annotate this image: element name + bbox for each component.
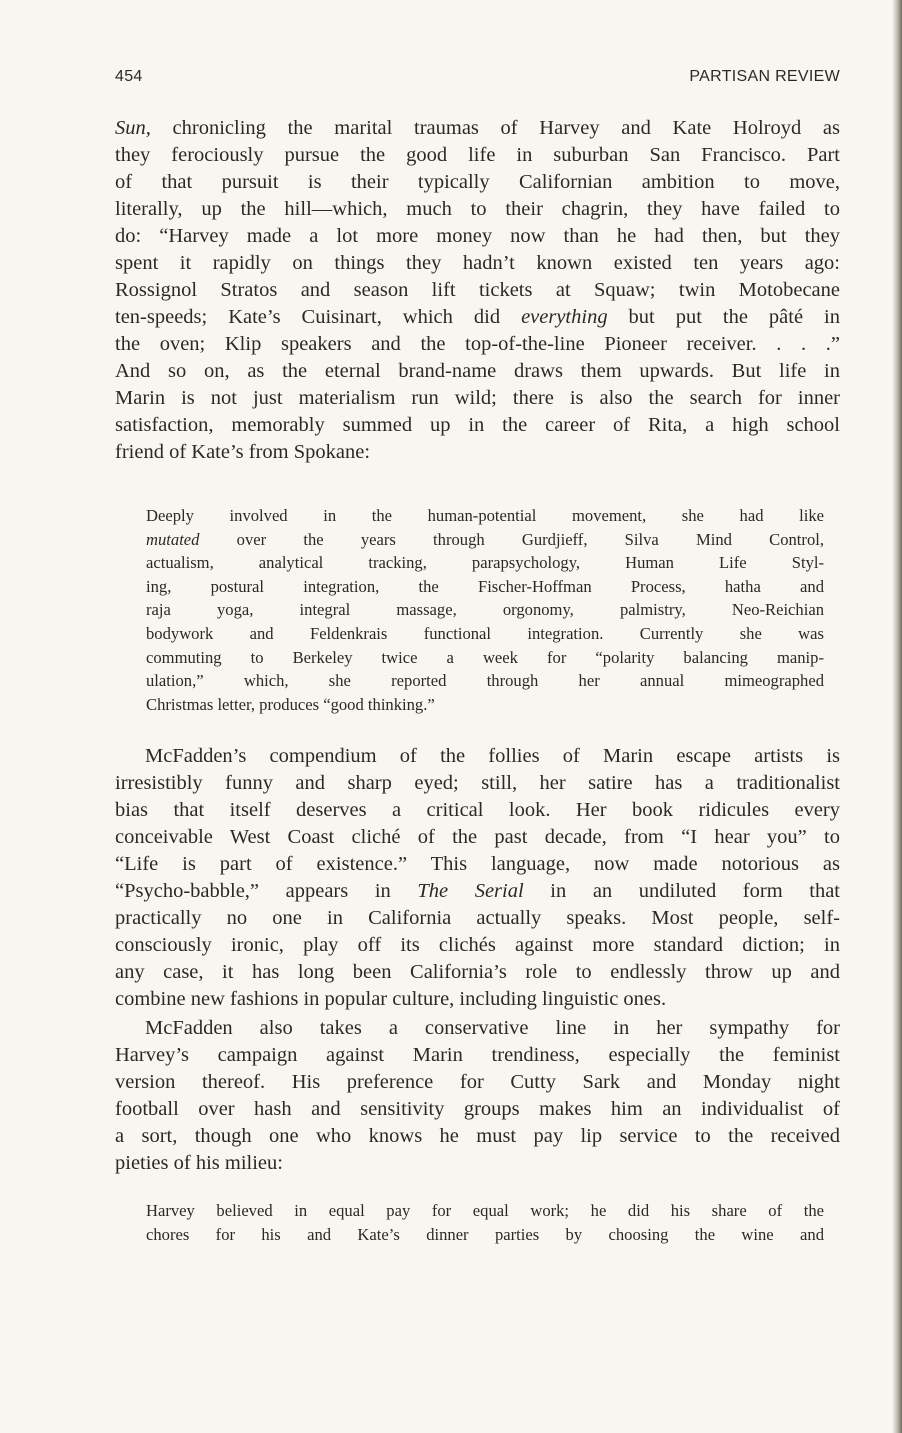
text-line — [115, 304, 840, 331]
text-line — [115, 851, 840, 878]
text-line — [146, 1199, 824, 1223]
text-line — [115, 439, 840, 466]
paragraph-1 — [115, 115, 840, 466]
text-segment: football over hash and sensitivity groups makes him an individualist of — [115, 1098, 840, 1120]
text-segment: chronicling the marital traumas of Harvey and Kate Holroyd as — [150, 117, 840, 139]
text-line — [115, 824, 840, 851]
text-line — [115, 196, 840, 223]
text-segment: in an undiluted form that — [523, 880, 840, 902]
text-line — [146, 504, 824, 528]
text-segment: And so on, as the eternal brand-name draws them upwards. But life in — [115, 360, 840, 382]
text-line — [115, 959, 840, 986]
text-segment: pieties of his milieu: — [115, 1152, 283, 1174]
text-line — [115, 743, 840, 770]
text-line — [115, 905, 840, 932]
text-segment: any case, it has long been California’s role to endlessly throw up and — [115, 961, 840, 983]
running-title: PARTISAN REVIEW — [689, 68, 840, 85]
text-segment: bodywork and Feldenkrais functional integration. Currently she was — [146, 623, 824, 643]
italic-text: mutated — [146, 529, 200, 549]
text-segment: they ferociously pursue the good life in suburban San Francisco. Part — [115, 144, 840, 166]
text-line — [115, 223, 840, 250]
text-segment: satisfaction, memorably summed up in the career of Rita, a high school — [115, 414, 840, 436]
text-segment: practically no one in California actually speaks. Most people, self- — [115, 907, 840, 929]
text-segment: raja yoga, integral massage, orgonomy, palmistry, Neo-Reichian — [146, 600, 824, 620]
text-segment: Christmas letter, produces “good thinking.” — [146, 694, 435, 714]
text-segment: ten-speeds; Kate’s Cuisinart, which did — [115, 306, 522, 328]
text-line — [115, 142, 840, 169]
text-segment: Harvey believed in equal pay for equal work; he did his share of the — [146, 1201, 824, 1220]
text-segment: combine new fashions in popular culture, including linguistic ones. — [115, 988, 667, 1010]
text-segment: literally, up the hill—which, much to their chagrin, they have failed to — [115, 198, 840, 220]
page-edge-shadow — [892, 0, 902, 1433]
text-segment: commuting to Berkeley twice a week for “polarity balancing manip- — [146, 647, 824, 667]
text-line — [115, 250, 840, 277]
text-segment: Deeply involved in the human-potential movement, she had like — [146, 506, 824, 525]
text-line — [146, 528, 824, 552]
text-line — [115, 932, 840, 959]
text-line — [115, 412, 840, 439]
text-segment: McFadden’s compendium of the follies of Marin escape artists is — [145, 745, 840, 767]
text-segment: a sort, though one who knows he must pay lip service to the received — [115, 1125, 840, 1147]
text-line — [115, 1096, 840, 1123]
text-segment: but put the pâté in — [607, 306, 840, 328]
text-line — [146, 551, 824, 575]
text-segment: of that pursuit is their typically Californian ambition to move, — [115, 171, 840, 193]
text-line — [146, 575, 824, 599]
text-segment: McFadden also takes a conservative line in her sympathy for — [145, 1017, 840, 1039]
text-segment: friend of Kate’s from Spokane: — [115, 441, 371, 463]
page-number: 454 — [115, 68, 143, 85]
text-line — [115, 986, 840, 1013]
text-segment: ing, postural integration, the Fischer-Hoffman Process, hatha and — [146, 576, 824, 596]
text-segment: ulation,” which, she reported through her annual mimeographed — [146, 671, 824, 691]
text-line — [115, 331, 840, 358]
text-segment: Harvey’s campaign against Marin trendiness, especially the feminist — [115, 1044, 840, 1066]
text-segment: “Psycho-babble,” appears in — [115, 880, 418, 902]
text-segment: conceivable West Coast cliché of the past decade, from “I hear you” to — [115, 826, 840, 848]
text-line — [146, 693, 824, 717]
block-quote-1 — [146, 504, 824, 716]
text-segment: bias that itself deserves a critical look. Her book ridicules every — [115, 799, 840, 821]
text-line — [115, 1123, 840, 1150]
text-line — [146, 598, 824, 622]
text-line — [146, 622, 824, 646]
text-segment: chores for his and Kate’s dinner parties by choosing the wine and — [146, 1224, 824, 1244]
text-segment: version thereof. His preference for Cutty Sark and Monday night — [115, 1071, 840, 1093]
text-line — [115, 878, 840, 905]
text-line — [146, 646, 824, 670]
text-segment: Marin is not just materialism run wild; there is also the search for inner — [115, 387, 840, 409]
text-segment: irresistibly funny and sharp eyed; still, her satire has a traditionalist — [115, 772, 840, 794]
text-line — [115, 385, 840, 412]
text-segment: actualism, analytical tracking, parapsychology, Human Life Styl- — [146, 553, 824, 573]
text-line — [146, 669, 824, 693]
text-line — [115, 277, 840, 304]
text-segment: “Life is part of existence.” This language, now made notorious as — [115, 853, 840, 875]
text-line — [115, 1069, 840, 1096]
text-segment: the oven; Klip speakers and the top-of-the-line Pioneer receiver. . . .” — [115, 333, 840, 355]
italic-text: Sun, — [115, 117, 151, 139]
text-line — [115, 1042, 840, 1069]
text-segment: consciously ironic, play off its clichés against more standard diction; in — [115, 934, 840, 956]
text-segment: spent it rapidly on things they hadn’t known existed ten years ago: — [115, 252, 840, 274]
text-line — [115, 1150, 840, 1177]
text-segment: do: “Harvey made a lot more money now than he had then, but they — [115, 225, 840, 247]
text-line — [115, 1015, 840, 1042]
text-line — [146, 1223, 824, 1247]
text-line — [115, 797, 840, 824]
italic-text: everything — [521, 306, 608, 328]
paragraph-2 — [115, 743, 840, 1013]
text-line — [115, 169, 840, 196]
italic-text: The Serial — [417, 880, 524, 902]
text-segment: Rossignol Stratos and season lift tickets at Squaw; twin Motobecane — [115, 279, 840, 301]
text-line — [115, 115, 840, 142]
text-segment: over the years through Gurdjieff, Silva Mind Control, — [199, 529, 824, 549]
block-quote-2 — [146, 1199, 824, 1246]
paragraph-3 — [115, 1015, 840, 1177]
text-line — [115, 358, 840, 385]
text-line — [115, 770, 840, 797]
